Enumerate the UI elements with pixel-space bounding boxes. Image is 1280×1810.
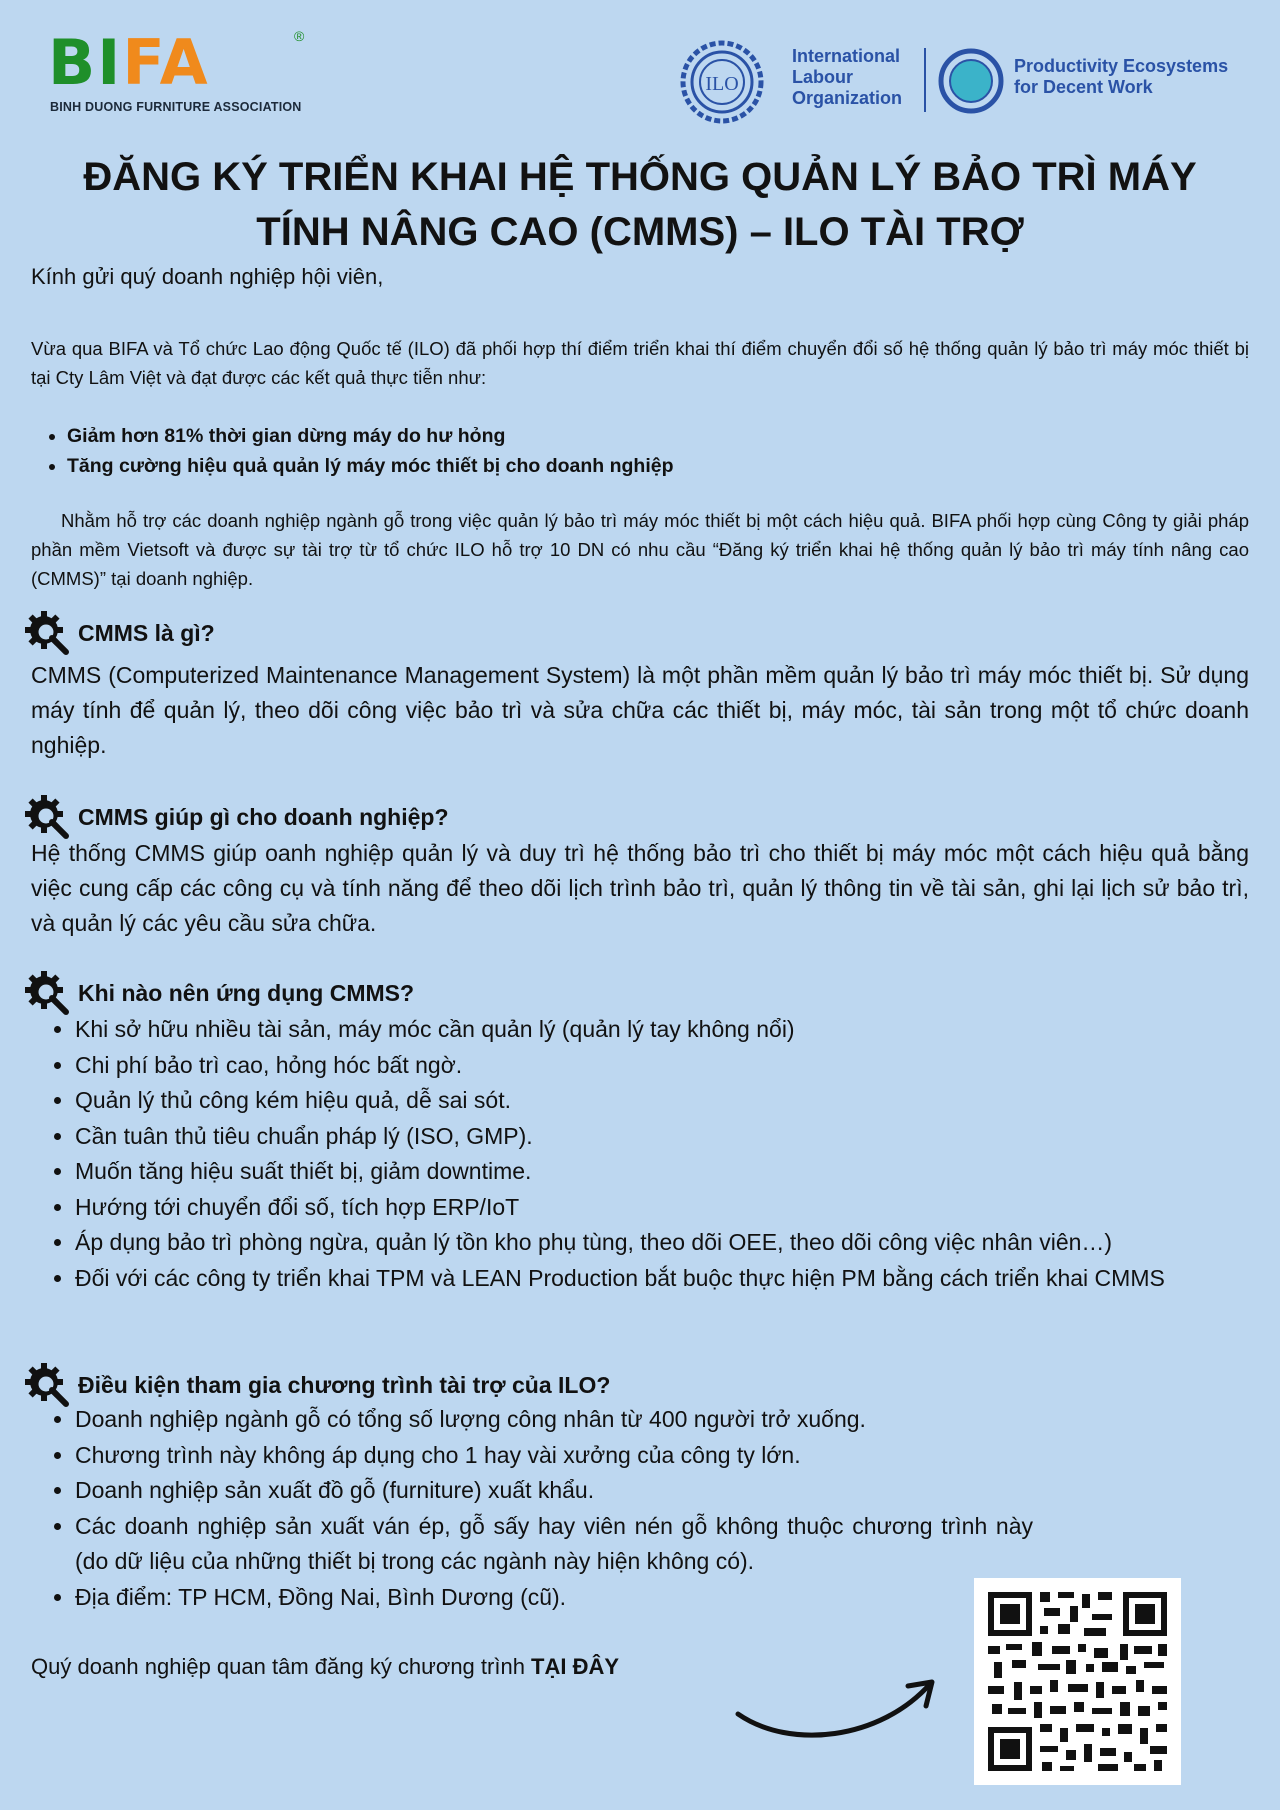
bifa-logo bbox=[48, 28, 338, 118]
list-item: • Khi sở hữu nhiều tài sản, máy móc cần quản lý (quản lý tay không nổi) bbox=[75, 1012, 1280, 1048]
section-heading-what bbox=[24, 610, 215, 656]
gear-search-icon bbox=[24, 610, 70, 656]
list-item: • Địa điểm: TP HCM, Đồng Nai, Bình Dương (cũ). bbox=[75, 1580, 1280, 1616]
section-heading-label: Điều kiện tham gia chương trình tài trợ của ILO? bbox=[78, 1371, 611, 1398]
bifa-wordmark: BIFA bbox=[48, 26, 210, 99]
gear-search-icon bbox=[24, 970, 70, 1016]
when-list bbox=[31, 1012, 1280, 1296]
logo-divider bbox=[924, 48, 926, 112]
title-line1: ĐĂNG KÝ TRIỂN KHAI HỆ THỐNG QUẢN LÝ BẢO TRÌ MÁY bbox=[83, 155, 1197, 199]
ilo-name bbox=[792, 46, 902, 109]
pedw-name bbox=[1014, 56, 1228, 98]
ilo-emblem-icon bbox=[680, 40, 764, 124]
curved-arrow-icon bbox=[730, 1670, 940, 1780]
list-item: • Chương trình này không áp dụng cho 1 hay vài xưởng của công ty lớn. bbox=[75, 1438, 1280, 1474]
list-item: • Chi phí bảo trì cao, hỏng hóc bất ngờ. bbox=[75, 1048, 1280, 1084]
list-item: • Doanh nghiệp sản xuất đồ gỗ (furniture) xuất khẩu. bbox=[75, 1473, 1280, 1509]
title-line2: TÍNH NÂNG CAO (CMMS) – ILO TÀI TRỢ bbox=[256, 210, 1024, 254]
list-item: • Giảm hơn 81% thời gian dừng máy do hư hỏng bbox=[67, 421, 1267, 451]
list-item: • Các doanh nghiệp sản xuất ván ép, gỗ sấy hay viên nén gỗ không thuộc chương trình này (do dữ liệu của những thiết bị trong các ngành này hiện không có). bbox=[75, 1509, 1280, 1580]
closing-text: Quý doanh nghiệp quan tâm đăng ký chương trình bbox=[31, 1654, 532, 1679]
registration-qr-code[interactable] bbox=[974, 1578, 1181, 1785]
list-item: • Tăng cường hiệu quả quản lý máy móc thiết bị cho doanh nghiệp bbox=[67, 451, 1267, 481]
list-item: • Cần tuân thủ tiêu chuẩn pháp lý (ISO, GMP). bbox=[75, 1119, 1280, 1155]
pedw-name-line2: for Decent Work bbox=[1014, 77, 1153, 97]
section-heading-label: CMMS là gì? bbox=[78, 619, 215, 646]
what-paragraph: CMMS (Computerized Maintenance Management System) là một phần mềm quản lý bảo trì máy móc thiết bị. Sử dụng máy tính để quản lý, theo dõi công việc bảo trì và sửa chữa các thiết bị, máy móc, tài sản trong một tổ chức doanh nghiệp. bbox=[31, 662, 1249, 758]
gear-search-icon bbox=[24, 794, 70, 840]
register-link[interactable]: TẠI ĐÂY bbox=[531, 1654, 620, 1679]
bifa-subtitle: BINH DUONG FURNITURE ASSOCIATION bbox=[50, 100, 302, 114]
ilo-name-line1: International bbox=[792, 46, 901, 66]
section-heading-when bbox=[24, 970, 414, 1016]
section-heading-label: CMMS giúp gì cho doanh nghiệp? bbox=[78, 803, 449, 830]
achievements-list bbox=[31, 421, 1267, 481]
greeting: Kính gửi quý doanh nghiệp hội viên, bbox=[31, 264, 384, 289]
list-item: • Hướng tới chuyển đổi số, tích hợp ERP/IoT bbox=[75, 1190, 1280, 1226]
closing-line bbox=[31, 1654, 619, 1680]
section-heading-label: Khi nào nên ứng dụng CMMS? bbox=[78, 979, 415, 1006]
registered-mark: ® bbox=[294, 28, 305, 44]
pedw-name-line1: Productivity Ecosystems bbox=[1014, 56, 1229, 76]
section-heading-benefit bbox=[24, 794, 449, 840]
ilo-emblem-text: ILO bbox=[705, 73, 739, 95]
support-paragraph: Nhằm hỗ trợ các doanh nghiệp ngành gỗ trong việc quản lý bảo trì máy móc thiết bị một cách hiệu quả. BIFA phối hợp cùng Công ty giải pháp phần mềm Vietsoft và được sự tài trợ từ tổ chức ILO hỗ trợ 10 DN có nhu cầu “Đăng ký triển khai hệ thống quản lý bảo trì máy tính nâng cao (CMMS)” tại doanh nghiệp. bbox=[31, 510, 1249, 589]
benefit-paragraph: Hệ thống CMMS giúp oanh nghiệp quản lý và duy trì hệ thống bảo trì cho thiết bị máy móc một cách hiệu quả bằng việc cung cấp các công cụ và tính năng để theo dõi lịch trình bảo trì, quản lý thông tin về tài sản, ghi lại lịch sử bảo trì, và quản lý các yêu cầu sửa chữa. bbox=[31, 840, 1249, 936]
list-item: • Áp dụng bảo trì phòng ngừa, quản lý tồn kho phụ tùng, theo dõi OEE, theo dõi công việc nhân viên…) bbox=[75, 1225, 1280, 1261]
list-item: • Quản lý thủ công kém hiệu quả, dễ sai sót. bbox=[75, 1083, 1280, 1119]
list-item: • Doanh nghiệp ngành gỗ có tổng số lượng công nhân từ 400 người trở xuống. bbox=[75, 1402, 1280, 1438]
partner-logos bbox=[680, 40, 1240, 124]
intro-paragraph: Vừa qua BIFA và Tổ chức Lao động Quốc tế (ILO) đã phối hợp thí điểm triển khai thí điểm chuyển đổi số hệ thống quản lý bảo trì máy móc thiết bị tại Cty Lâm Việt và đạt được các kết quả thực tiễn như: bbox=[31, 338, 1249, 388]
list-item: • Đối với các công ty triển khai TPM và LEAN Production bắt buộc thực hiện PM bằng cách triển khai CMMS bbox=[75, 1261, 1280, 1297]
page-title bbox=[40, 150, 1240, 260]
ilo-name-line2: Labour bbox=[792, 67, 853, 87]
ilo-name-line3: Organization bbox=[792, 88, 903, 108]
list-item: • Muốn tăng hiệu suất thiết bị, giảm downtime. bbox=[75, 1154, 1280, 1190]
pedw-emblem-icon bbox=[938, 48, 1004, 114]
